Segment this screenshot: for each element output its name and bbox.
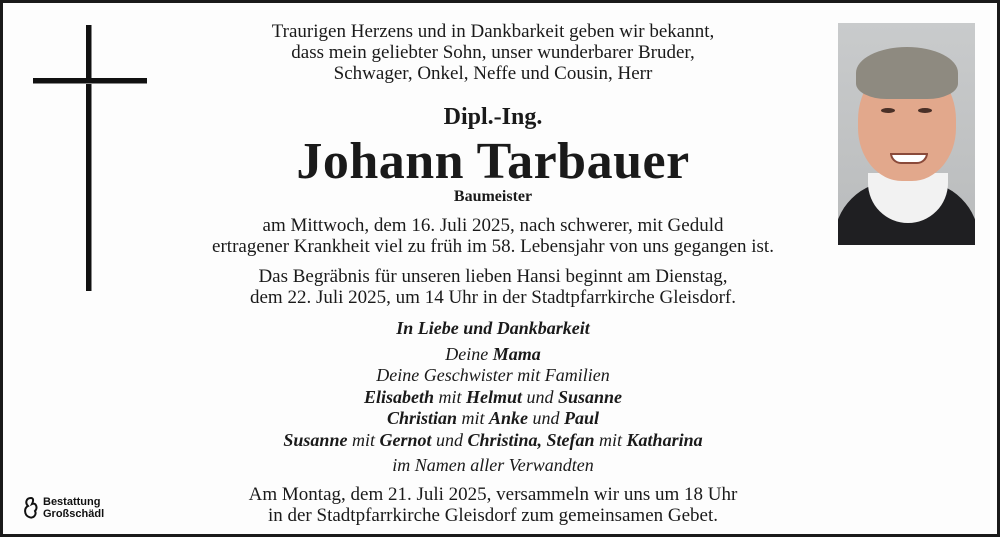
mourner-family: Susanne mit Gernot und Christina, Stefan mit Katharina — [283, 429, 703, 450]
mourner-siblings: Deine Geschwister mit Familien — [376, 365, 610, 385]
funeral-home-logo-icon — [23, 496, 39, 520]
deceased-name: Johann Tarbauer — [296, 133, 690, 190]
funeral-line: Das Begräbnis für unseren lieben Hansi beginnt am Dienstag, — [258, 266, 728, 287]
death-notice — [163, 215, 823, 257]
logo-line: Großschädl — [43, 508, 105, 520]
intro-line: Traurigen Herzens und in Dankbarkeit geben wir bekannt, — [271, 21, 715, 42]
intro-line: Schwager, Onkel, Neffe und Cousin, Herr — [333, 63, 653, 84]
mourner-family: Elisabeth mit Helmut und Susanne — [363, 386, 623, 407]
prayer-line: in der Stadtpfarrkirche Gleisdorf zum gemeinsamen Gebet. — [267, 505, 719, 526]
death-notice-line: ertragener Krankheit viel zu früh im 58. Lebensjahr von uns gegangen ist. — [212, 236, 774, 257]
prayer-info — [163, 484, 823, 526]
mourner-relatives: im Namen aller Verwandten — [392, 455, 594, 475]
death-notice-line: am Mittwoch, dem 16. Juli 2025, nach schwerer, mit Geduld — [262, 215, 724, 236]
portrait-photo — [838, 23, 975, 245]
cross-icon — [33, 25, 147, 291]
logo-line: Bestattung — [43, 496, 101, 508]
funeral-line: dem 22. Juli 2025, um 14 Uhr in der Stadtpfarrkirche Gleisdorf. — [250, 287, 736, 308]
intro-text — [163, 21, 823, 84]
profession: Baumeister — [453, 188, 533, 205]
funeral-info — [163, 266, 823, 308]
mourners-heading: In Liebe und Dankbarkeit — [396, 318, 590, 338]
funeral-home-logo — [23, 494, 123, 524]
academic-title: Dipl.-Ing. — [443, 104, 543, 130]
mourner-mother: Deine Mama — [445, 343, 541, 364]
intro-line: dass mein geliebter Sohn, unser wunderbarer Bruder, — [291, 42, 695, 63]
prayer-line: Am Montag, dem 21. Juli 2025, versammeln wir uns um 18 Uhr — [248, 484, 738, 505]
mourner-family: Christian mit Anke und Paul — [386, 408, 600, 428]
mourners-block — [163, 318, 823, 477]
